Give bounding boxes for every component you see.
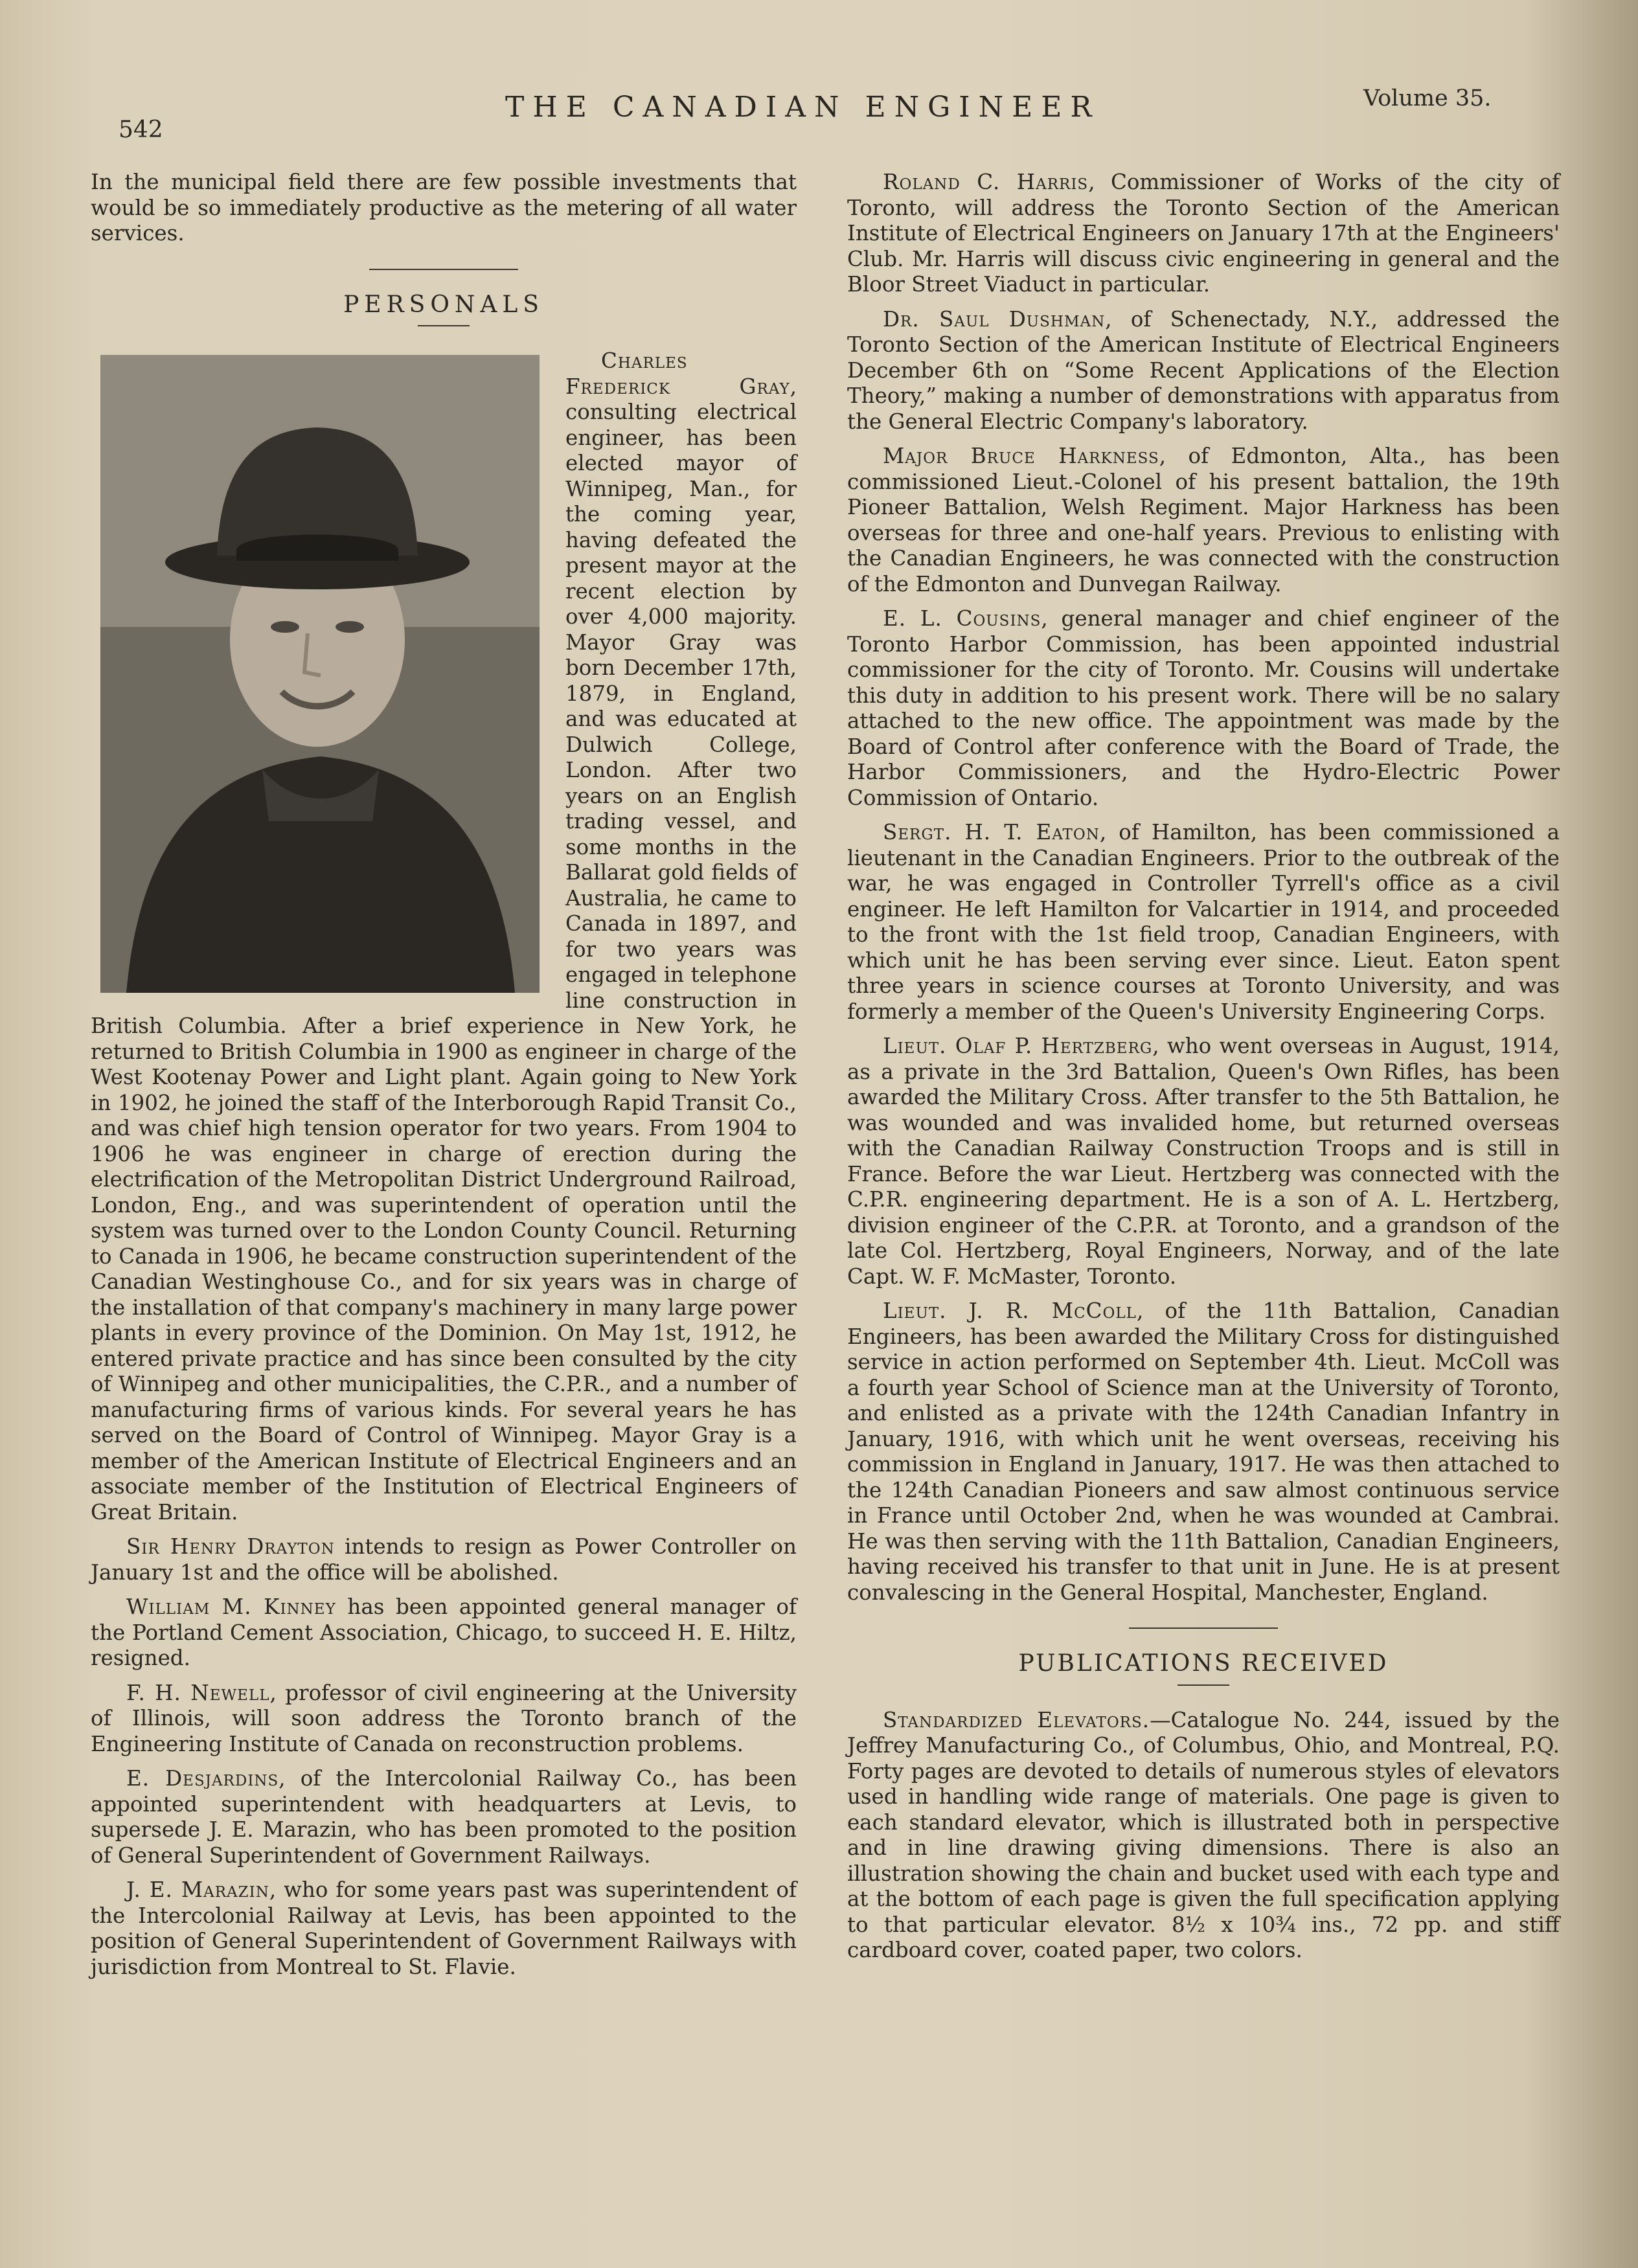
name-cousins: E. L. Cousins [883,606,1041,631]
text-dushman: , of Schenectady, N.Y., addressed the Toronto Section of the American Institute of Electrical Engineers December 6th on “Some Recent Applications of the Election Theory,” making a number of demonstrations with apparatus from the General Electric Company's laboratory. [847,306,1560,434]
entry-dushman [847,307,1560,435]
name-mccoll: Lieut. J. R. McColl [883,1298,1137,1323]
title-underline-right [1177,1684,1229,1686]
entry-eaton [847,820,1560,1025]
text-elevators: —Catalogue No. 244, issued by the Jeffrey Manufacturing Co., of Columbus, Ohio, and Montreal, P.Q. Forty pages are devoted to details of numerous styles of elevators used in handling wide range of materials. One page is given to each standard elevator, which is illustrated both in perspective and in line drawing giving dimensions. There is also an illustration showing the chain and bucket used with each type and at the bottom of each page is given the full specification applying to that particular elevator. 8½ x 10¾ ins., 72 pp. and stiff cardboard cover, coated paper, two colors. [847,1707,1560,1962]
entry-hertzberg [847,1034,1560,1289]
entry-cousins [847,606,1560,811]
name-harkness: Major Bruce Harkness [883,444,1159,468]
name-newell: F. H. Newell [126,1680,270,1705]
page-header [0,84,1638,142]
text-harris: , Commissioner of Works of the city of Toronto, will address the Toronto Section of the American Institute of Electrical Engineers on January 17th at the Engineers' Club. Mr. Harris will discuss civic engineering in general and the Bloor Street Viaduct in particular. [847,170,1560,297]
title-underline [418,325,470,326]
text-marazin: , who for some years past was superintendent of the Intercolonial Railway at Levis, has been appointed to the position of General Superintendent of Government Railways with jurisdiction from Montreal to St. Flavie. [91,1877,797,1979]
entry-harris [847,170,1560,298]
name-eaton: Sergt. H. T. Eaton [883,820,1100,845]
text-hertzberg: , who went overseas in August, 1914, as a private in the 3rd Battalion, Queen's Own Rifles, has been awarded the Military Cross. After transfer to the 5th Battalion, he was wounded and was invalided home, but returned overseas with the Canadian Railway Construction Troops and is still in France. Before the war Lieut. Hertzberg was connected with the C.P.R. engineering department. He is a son of A. L. Hertzberg, division engineer of the C.P.R. at Toronto, and a grandson of the late Col. Hertzberg, Royal Engineers, Norway, and of the late Capt. W. F. McMaster, Toronto. [847,1034,1560,1289]
name-dushman: Dr. Saul Dushman [883,306,1106,332]
name-drayton: Sir Henry Drayton [126,1534,335,1559]
name-marazin: J. E. Marazin [126,1877,269,1902]
entry-drayton [91,1534,797,1585]
entry-harkness [847,444,1560,597]
name-harris: Roland C. Harris [883,170,1089,194]
text-gray: , consulting electrical engineer, has been elected mayor of Winnipeg, Man., for the coming year, having defeated the present mayor at the recent election by over 4,000 majority. Mayor Gray was born December 17th, 1879, in England, and was educated at Dulwich College, London. After two years on an English trading vessel, and some months in the Ballarat gold fields of Australia, he came to Canada in 1897, and for two years was engaged in telephone line construction in British Columbia. After a brief experience in New York, he returned to British Columbia in 1900 as engineer in charge of the West Kootenay Power and Light plant. Again going to New York in 1902, he joined the staff of the Interborough Rapid Transit Co., and was chief high tension operator for two years. From 1904 to 1906 he was engineer in charge of erection during the electrification of the Metropolitan District Underground Railroad, London, Eng., and was superintendent of operation until the system was turned over to the London County Council. Returning to Canada in 1906, he became construction superintendent of the Canadian Westinghouse Co., and for six years was in charge of the installation of that company's machinery in many large power plants in every province of the Dominion. On May 1st, 1912, he entered private practice and has since been consulted by the city of Winnipeg and other municipalities, the C.P.R., and a number of manufacturing firms of various kinds. For several years he has served on the Board of Control of Winnipeg. Mayor Gray is a member of the American Institute of Electrical Engineers and an associate member of the Institution of Electrical Engineers of Great Britain. [91,374,797,1525]
text-cousins: , general manager and chief engineer of the Toronto Harbor Commission, has been appointed industrial commissioner for the city of Toronto. Mr. Cousins will undertake this duty in addition to his present work. There will be no salary attached to the new office. The appointment was made by the Board of Control after conference with the Board of Trade, the Harbor Commissioners, and the Hydro-Electric Power Commission of Ontario. [847,606,1560,810]
section-title-personals: PERSONALS [343,291,544,318]
entry-marazin [91,1877,797,1980]
text-drayton: intends to resign as Power Controller on January 1st and the office will be abolished. [91,1534,797,1585]
section-title-publications: PUBLICATIONS RECEIVED [1018,1650,1389,1677]
text-newell: , professor of civil engineering at the University of Illinois, will soon address the Toronto branch of the Engineering Institute of Canada on reconstruction problems. [91,1680,797,1756]
entry-mccoll [847,1298,1560,1605]
name-kinney: William M. Kinney [126,1594,336,1619]
name-hertzberg: Lieut. Olaf P. Hertzberg [883,1034,1153,1058]
portrait-illustration [100,355,540,993]
entry-elevators [847,1708,1560,1964]
entry-desjardins [91,1766,797,1868]
divider-rule-right [1129,1627,1278,1629]
entry-kinney [91,1594,797,1672]
left-column [91,170,797,1989]
name-elevators: Standardized Elevators. [883,1707,1150,1732]
intro-paragraph: In the municipal field there are few possible investments that would be so immediately productive as the metering of all water services. [91,170,797,245]
text-eaton: , of Hamilton, has been commissioned a lieutenant in the Canadian Engineers. Prior to the outbreak of the war, he was engaged in Controller Tyrrell's office as a civil engineer. He left Hamilton for Valcartier in 1914, and proceeded to the front with the 1st field troop, Canadian Engineers, with which unit he has been serving ever since. Lieut. Eaton spent three years in science courses at Toronto University, and was formerly a member of the Queen's University Engineering Corps. [847,820,1560,1024]
text-desjardins: , of the Intercolonial Railway Co., has been appointed superintendent with headquarters at Levis, to supersede J. E. Marazin, who has been promoted to the position of General Superintendent of Government Railways. [91,1766,797,1868]
page-number: 542 [119,117,163,143]
text-harkness: , of Edmonton, Alta., has been commissioned Lieut.-Colonel of his present battalion, the 19th Pioneer Battalion, Welsh Regiment. Major Harkness has been overseas for three and one-half years. Previous to enlisting with the Canadian Engineers, he was connected with the construction of the Edmonton and Dunvegan Railway. [847,444,1560,596]
name-desjardins: E. Desjardins [126,1766,279,1791]
name-gray: Charles Frederick Gray [565,348,790,399]
text-mccoll: , of the 11th Battalion, Canadian Engineers, has been awarded the Military Cross for distinguished service in action performed on September 4th. Lieut. McColl was a fourth year School of Science man at the University of Toronto, and enlisted as a private with the 124th Canadian Infantry in January, 1916, with which unit he went overseas, receiving his commission in England in January, 1917. He was then attached to the 124th Canadian Pioneers and saw almost continuous service in France until October 2nd, when he was wounded at Cambrai. He was then serving with the 11th Battalion, Canadian Engineers, having received his transfer to that unit in June. He is at present convalescing in the General Hospital, Manchester, England. [847,1298,1560,1605]
portrait-photo [100,355,540,993]
entry-newell [91,1681,797,1758]
right-column [847,170,1560,1973]
divider-rule [369,269,518,270]
volume-label: Volume 35. [1363,85,1492,111]
running-title: THE CANADIAN ENGINEER [505,91,1100,124]
text-kinney: has been appointed general manager of the Portland Cement Association, Chicago, to succeed H. E. Hiltz, resigned. [91,1594,797,1670]
